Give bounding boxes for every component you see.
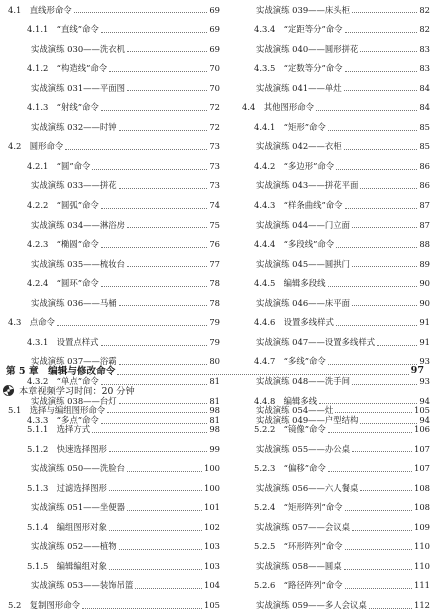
toc-entry-page-number: 73 (209, 141, 220, 152)
toc-entry-label: 5.1.2 快速选择图形 (27, 443, 107, 454)
toc-entry[interactable] (0, 137, 220, 157)
toc-entry-page-number: 105 (414, 404, 430, 415)
leader-dots (109, 530, 202, 531)
toc-entry[interactable] (0, 176, 220, 196)
toc-entry-label: 4.3.1 设置点样式 (27, 336, 99, 347)
leader-dots (127, 227, 207, 228)
toc-entry-label: 实战演练 043——拼花平面 (256, 180, 359, 191)
toc-entry-label: 4.4.6 设置多线样式 (254, 317, 334, 328)
leader-dots (352, 227, 417, 228)
toc-entry[interactable] (0, 537, 220, 557)
toc-entry-page-number: 70 (209, 63, 220, 74)
toc-entry-page-number: 73 (209, 160, 220, 171)
leader-dots (345, 549, 413, 550)
toc-entry-label: 4.4.1 “矩形”命令 (254, 121, 326, 132)
leader-dots (345, 71, 418, 72)
toc-entry-page-number: 72 (209, 121, 220, 132)
toc-entry-page-number: 84 (419, 102, 430, 113)
leader-dots (328, 286, 418, 287)
toc-entry-label: 5.2 复制图形命令 (8, 600, 80, 611)
toc-entry[interactable] (236, 313, 430, 333)
toc-entry-label: 实战演练 053——装饰吊篮 (31, 580, 134, 591)
toc-entry-page-number: 100 (204, 463, 220, 474)
toc-entry[interactable] (0, 0, 220, 20)
toc-entry-label: 实战演练 058——圆桌 (256, 560, 342, 571)
toc-entry-page-number: 103 (204, 541, 220, 552)
toc-entry-label: 实战演练 040——圆形拼花 (256, 43, 359, 54)
toc-entry-page-number: 91 (419, 336, 430, 347)
toc-entry-page-number: 109 (414, 521, 430, 532)
video-time-line (2, 382, 135, 398)
toc-entry-label: 实战演练 030——洗衣机 (31, 43, 126, 54)
toc-entry-page-number: 79 (209, 336, 220, 347)
toc-entry-page-number: 110 (414, 541, 430, 552)
leader-dots (82, 608, 202, 609)
toc-entry[interactable] (0, 313, 220, 333)
leader-dots (127, 471, 202, 472)
leader-dots (344, 569, 412, 570)
toc-entry[interactable] (0, 332, 220, 352)
toc-entry-label: 4.1 直线形命令 (8, 4, 72, 15)
toc-entry[interactable] (0, 98, 220, 118)
leader-dots (109, 569, 202, 570)
toc-entry-page-number: 72 (209, 102, 220, 113)
toc-entry-label: 实战演练 041——单灶 (256, 82, 342, 93)
toc-entry[interactable] (236, 254, 430, 274)
leader-dots (127, 266, 207, 267)
toc-entry[interactable] (0, 439, 220, 459)
toc-entry[interactable] (0, 400, 220, 420)
leader-dots (109, 490, 202, 491)
leader-dots (107, 412, 207, 413)
toc-entry-page-number: 107 (414, 443, 430, 454)
leader-dots (101, 345, 208, 346)
leader-dots (345, 510, 413, 511)
toc-entry[interactable] (236, 98, 430, 118)
toc-entry[interactable] (236, 439, 430, 459)
toc-entry[interactable] (236, 195, 430, 215)
toc-entry-label: 实战演练 048——洗手间 (256, 375, 351, 386)
toc-entry[interactable] (0, 595, 220, 615)
toc-entry-page-number: 69 (209, 4, 220, 15)
toc-entry[interactable] (236, 20, 430, 40)
toc-entry-label: 5.1 选择与编组图形命令 (8, 404, 106, 415)
toc-entry[interactable] (236, 215, 430, 235)
toc-entry-page-number: 69 (209, 43, 220, 54)
chapter-5-heading[interactable] (6, 361, 424, 379)
toc-entry-label: 实战演练 050——洗脸台 (31, 463, 126, 474)
toc-entry-page-number: 82 (419, 24, 430, 35)
toc-entry-label: 4.3.3 “多点”命令 (27, 415, 99, 426)
toc-entry-label: 5.2.2 “镜像”命令 (254, 424, 326, 435)
toc-entry-label: 实战演练 059——多人会议桌 (256, 600, 367, 611)
toc-entry-label: 5.2.6 “路径阵列”命令 (254, 580, 343, 591)
leader-dots (345, 208, 418, 209)
toc-entry[interactable] (0, 195, 220, 215)
leader-dots (57, 325, 208, 326)
leader-dots (345, 588, 413, 589)
toc-entry-page-number: 69 (209, 24, 220, 35)
toc-entry-label: 实战演练 031——平面图 (31, 82, 126, 93)
toc-entry-label: 4.4 其他图形命令 (242, 102, 314, 113)
toc-entry-page-number: 103 (204, 560, 220, 571)
leader-dots (352, 530, 412, 531)
toc-entry[interactable] (0, 556, 220, 576)
toc-entry-page-number: 98 (209, 404, 220, 415)
toc-entry[interactable] (0, 117, 220, 137)
toc-entry-label: 4.2.3 “椭圆”命令 (27, 239, 99, 250)
toc-entry-page-number: 106 (414, 424, 430, 435)
toc-entry-page-number: 104 (204, 580, 220, 591)
leader-dots (352, 12, 417, 13)
toc-entry-label: 实战演练 046——床平面 (256, 297, 351, 308)
toc-entry-page-number: 76 (209, 239, 220, 250)
toc-entry[interactable] (0, 235, 220, 255)
toc-entry-page-number: 107 (414, 463, 430, 474)
toc-entry[interactable] (0, 20, 220, 40)
toc-entry-label: 4.4.3 “样条曲线”命令 (254, 200, 343, 211)
toc-entry-page-number: 100 (204, 482, 220, 493)
leader-dots (101, 286, 208, 287)
toc-entry-label: 5.1.3 过滤选择图形 (27, 482, 107, 493)
leader-dots (360, 51, 417, 52)
toc-entry-page-number: 83 (419, 63, 430, 74)
toc-entry[interactable] (0, 517, 220, 537)
toc-entry-label: 5.1.4 编组图形对象 (27, 521, 107, 532)
leader-dots (92, 169, 207, 170)
toc-entry-label: 实战演练 054——灶 (256, 404, 334, 415)
toc-entry-label: 4.2.1 “圆”命令 (27, 160, 91, 171)
leader-dots (101, 110, 208, 111)
leader-dots (74, 12, 208, 13)
toc-entry[interactable] (0, 59, 220, 79)
toc-entry-page-number: 83 (419, 43, 430, 54)
toc-entry[interactable] (0, 293, 220, 313)
toc-entry-label: 4.1.2 “构造线”命令 (27, 63, 108, 74)
toc-entry-page-number: 93 (419, 375, 430, 386)
toc-entry-label: 4.3 点命令 (8, 317, 55, 328)
leader-dots (92, 432, 207, 433)
toc-entry-label: 4.2 圆形命令 (8, 141, 64, 152)
toc-entry-page-number: 87 (419, 200, 430, 211)
toc-entry-page-number: 73 (209, 180, 220, 191)
toc-entry-page-number: 77 (209, 258, 220, 269)
toc-entry-page-number: 101 (204, 502, 220, 513)
toc-entry-page-number: 86 (419, 160, 430, 171)
toc-entry-page-number: 78 (209, 297, 220, 308)
toc-entry-label: 4.4.5 编辑多段线 (254, 278, 326, 289)
toc-entry[interactable] (0, 78, 220, 98)
toc-entry[interactable] (236, 576, 430, 596)
toc-entry-page-number: 81 (209, 415, 220, 426)
toc-bottom-right-column (236, 400, 430, 615)
toc-entry-page-number: 90 (419, 278, 430, 289)
toc-entry-page-number: 108 (414, 482, 430, 493)
toc-entry-page-number: 110 (414, 560, 430, 571)
toc-entry-page-number: 98 (209, 424, 220, 435)
toc-entry-page-number: 94 (419, 395, 430, 406)
leader-dots (344, 149, 418, 150)
leader-dots (127, 510, 202, 511)
toc-entry-label: 实战演练 036——马桶 (31, 297, 117, 308)
leader-dots (360, 490, 412, 491)
leader-dots (109, 451, 207, 452)
toc-entry[interactable] (236, 117, 430, 137)
toc-entry[interactable] (236, 478, 430, 498)
toc-entry-page-number: 102 (204, 521, 220, 532)
leader-dots (352, 266, 417, 267)
leader-dots (352, 305, 417, 306)
toc-entry-page-number: 111 (414, 580, 430, 591)
toc-entry-page-number: 87 (419, 219, 430, 230)
toc-entry[interactable] (0, 498, 220, 518)
leader-dots (316, 110, 417, 111)
toc-entry-page-number: 78 (209, 278, 220, 289)
toc-entry[interactable] (0, 576, 220, 596)
toc-entry[interactable] (236, 235, 430, 255)
toc-entry-label: 实战演练 035——梳妆台 (31, 258, 126, 269)
toc-entry-page-number: 99 (209, 443, 220, 454)
toc-entry-label: 实战演练 055——办公桌 (256, 443, 351, 454)
toc-entry-label: 4.1.3 “射线”命令 (27, 102, 99, 113)
leader-dots (135, 588, 202, 589)
toc-entry[interactable] (236, 59, 430, 79)
toc-entry-label: 4.2.4 “圆环”命令 (27, 278, 99, 289)
toc-entry[interactable] (236, 556, 430, 576)
toc-entry-label: 实战演练 045——圆拱门 (256, 258, 351, 269)
toc-entry[interactable] (236, 156, 430, 176)
toc-bottom-left-column (0, 400, 220, 615)
toc-entry-label: 5.1.5 编辑编组对象 (27, 560, 107, 571)
toc-entry-label: 4.3.2 “单点”命令 (27, 375, 99, 386)
leader-dots (328, 130, 418, 131)
toc-entry-page-number: 90 (419, 297, 430, 308)
toc-entry-label: 4.4.2 “多边形”命令 (254, 160, 335, 171)
toc-entry-label: 实战演练 052——植物 (31, 541, 117, 552)
toc-entry[interactable] (236, 78, 430, 98)
toc-entry-label: 实战演练 032——时钟 (31, 121, 117, 132)
leader-dots (117, 374, 408, 375)
leader-dots (336, 247, 417, 248)
leader-dots (352, 384, 417, 385)
leader-dots (360, 188, 417, 189)
leader-dots (336, 169, 417, 170)
leader-dots (344, 90, 418, 91)
toc-entry-label: 实战演练 049——户型结构 (256, 415, 359, 426)
toc-entry[interactable] (236, 517, 430, 537)
leader-dots (109, 71, 207, 72)
toc-entry[interactable] (236, 293, 430, 313)
toc-entry-label: 4.3.4 “定距等分”命令 (254, 24, 343, 35)
toc-entry[interactable] (0, 274, 220, 294)
leader-dots (328, 471, 412, 472)
toc-entry-page-number: 88 (419, 239, 430, 250)
toc-entry-label: 4.4.7 “多线”命令 (254, 356, 326, 367)
toc-entry[interactable] (236, 420, 430, 440)
toc-entry-label: 5.2.3 “偏移”命令 (254, 463, 326, 474)
toc-entry-page-number: 85 (419, 141, 430, 152)
toc-entry-page-number: 112 (414, 600, 430, 611)
toc-entry-page-number: 81 (209, 395, 220, 406)
toc-entry-label: 实战演练 042——衣柜 (256, 141, 342, 152)
leader-dots (101, 247, 208, 248)
toc-entry[interactable] (0, 478, 220, 498)
toc-entry-page-number: 94 (419, 415, 430, 426)
toc-entry-page-number: 74 (209, 200, 220, 211)
leader-dots (119, 549, 202, 550)
toc-entry-label: 4.4.4 “多段线”命令 (254, 239, 335, 250)
toc-entry[interactable] (236, 137, 430, 157)
toc-entry-label: 实战演练 037——浴霸 (31, 356, 117, 367)
toc-entry[interactable] (0, 39, 220, 59)
toc-entry-label: 实战演练 051——坐便器 (31, 502, 126, 513)
toc-entry[interactable] (0, 254, 220, 274)
toc-entry-page-number: 79 (209, 317, 220, 328)
toc-entry-page-number: 70 (209, 82, 220, 93)
toc-entry-page-number: 85 (419, 121, 430, 132)
toc-entry-page-number: 84 (419, 82, 430, 93)
toc-entry[interactable] (0, 156, 220, 176)
leader-dots (369, 608, 412, 609)
toc-entry-label: 4.2.2 “圆弧”命令 (27, 200, 99, 211)
toc-entry-label: 4.4.8 编辑多线 (254, 395, 318, 406)
toc-entry[interactable] (0, 420, 220, 440)
toc-entry-page-number: 105 (204, 600, 220, 611)
leader-dots (101, 32, 208, 33)
toc-entry-label: 4.1.1 “直线”命令 (27, 24, 99, 35)
leader-dots (345, 32, 418, 33)
toc-entry[interactable] (0, 215, 220, 235)
toc-entry-label: 实战演练 038——台灯 (31, 395, 117, 406)
toc-entry-label: 实战演练 056——六人餐桌 (256, 482, 359, 493)
toc-entry-label: 5.1.1 选择方式 (27, 424, 91, 435)
leader-dots (127, 90, 207, 91)
toc-entry[interactable] (236, 459, 430, 479)
toc-entry[interactable] (236, 498, 430, 518)
leader-dots (119, 130, 208, 131)
toc-entry[interactable] (236, 39, 430, 59)
toc-entry-page-number: 75 (209, 219, 220, 230)
toc-entry-label: 实战演练 044——门立面 (256, 219, 351, 230)
toc-entry[interactable] (236, 400, 430, 420)
toc-entry-label: 实战演练 033——拼花 (31, 180, 117, 191)
toc-entry-page-number: 108 (414, 502, 430, 513)
toc-entry[interactable] (236, 537, 430, 557)
toc-entry[interactable] (236, 595, 430, 615)
toc-entry[interactable] (236, 176, 430, 196)
leader-dots (352, 451, 412, 452)
leader-dots (377, 345, 417, 346)
toc-entry-label: 实战演练 039——床头柜 (256, 4, 351, 15)
toc-entry[interactable] (236, 274, 430, 294)
toc-entry-page-number: 91 (419, 317, 430, 328)
toc-entry-label: 实战演练 034——淋浴房 (31, 219, 126, 230)
toc-entry-page-number: 81 (209, 375, 220, 386)
video-time-text: 本章视频学习时间：20 分钟 (19, 386, 135, 397)
toc-entry-label: 实战演练 047——设置多线样式 (256, 336, 376, 347)
leader-dots (101, 208, 208, 209)
toc-entry-page-number: 86 (419, 180, 430, 191)
chapter-page-number: 97 (410, 364, 424, 376)
video-disc-icon (2, 384, 15, 397)
toc-entry-page-number: 82 (419, 4, 430, 15)
leader-dots (328, 432, 412, 433)
toc-entry-label: 5.2.5 “环形阵列”命令 (254, 541, 343, 552)
toc-entry-page-number: 89 (419, 258, 430, 269)
leader-dots (119, 188, 208, 189)
leader-dots (119, 305, 208, 306)
chapter-title: 第 5 章 编辑与修改命令 (6, 366, 116, 377)
toc-entry-page-number: 93 (419, 356, 430, 367)
leader-dots (65, 149, 207, 150)
toc-entry[interactable] (236, 0, 430, 20)
leader-dots (336, 325, 417, 326)
leader-dots (335, 412, 412, 413)
toc-entry[interactable] (236, 332, 430, 352)
toc-entry-label: 5.2.4 “矩形阵列”命令 (254, 502, 343, 513)
leader-dots (127, 51, 207, 52)
toc-entry-label: 4.3.5 “定数等分”命令 (254, 63, 343, 74)
toc-entry-page-number: 80 (209, 356, 220, 367)
toc-entry-label: 实战演练 057——会议桌 (256, 521, 351, 532)
toc-entry[interactable] (0, 459, 220, 479)
